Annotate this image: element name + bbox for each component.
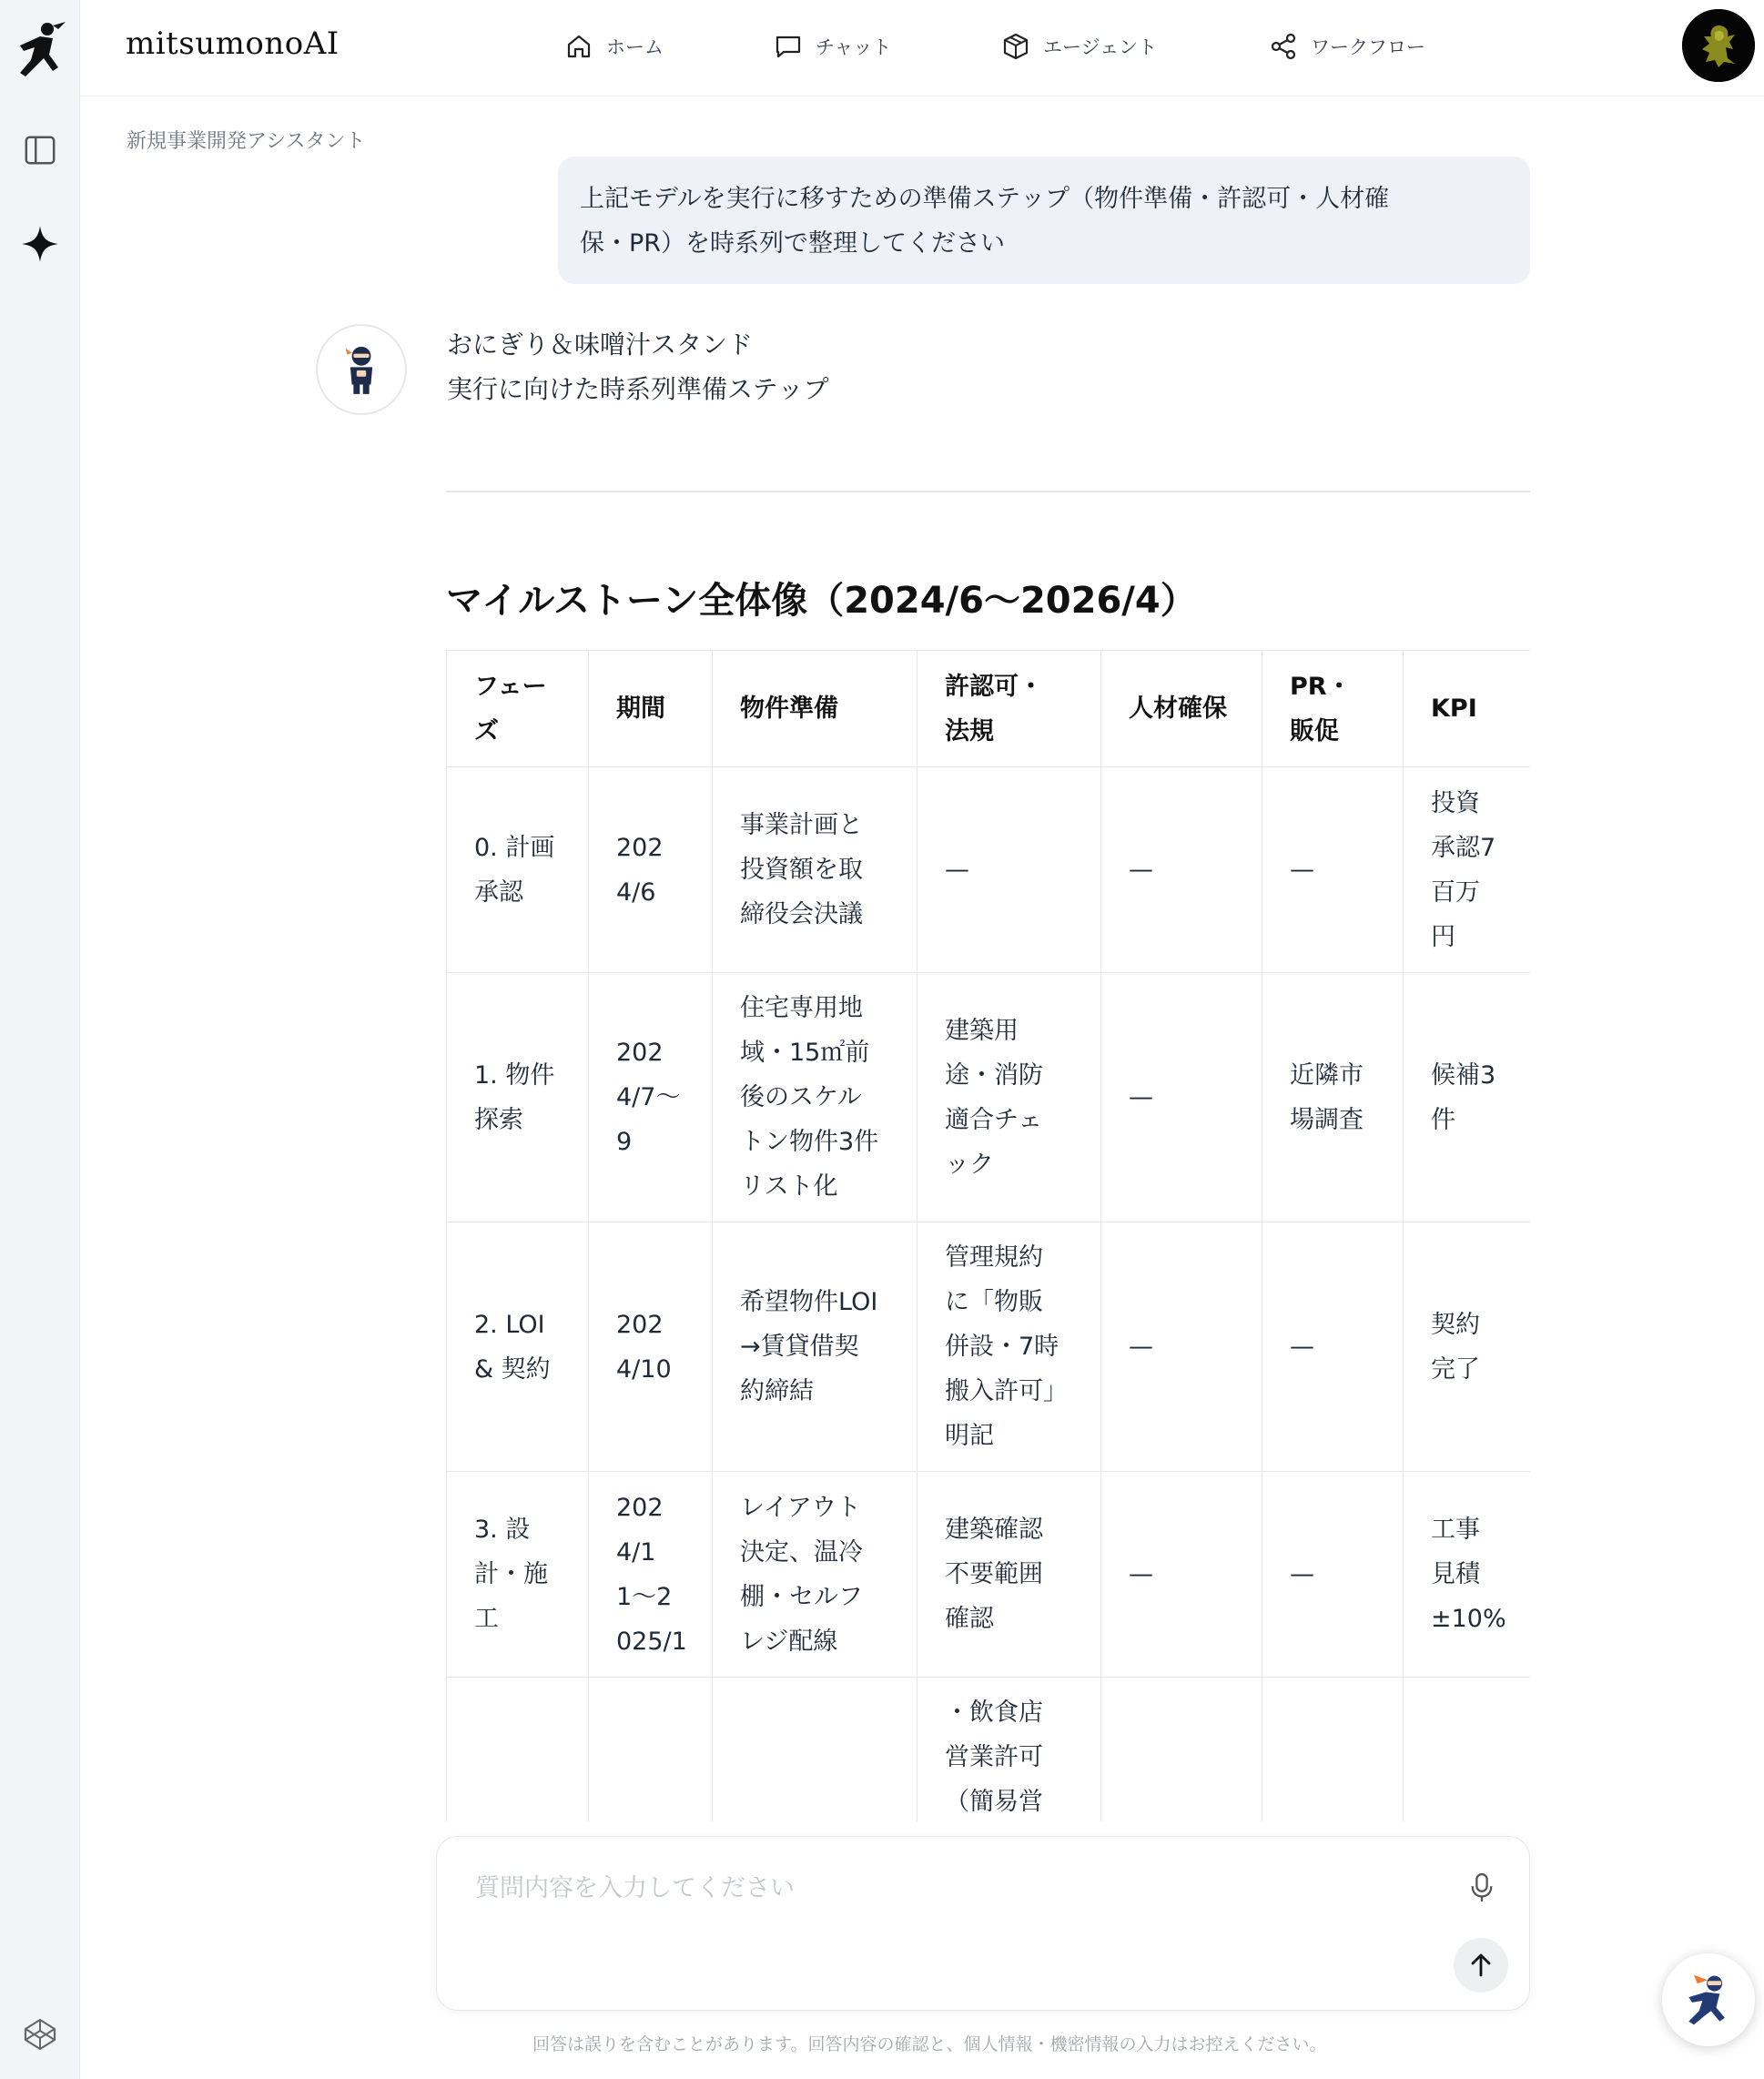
table-header-cell (713, 651, 917, 767)
table-cell (917, 1222, 1101, 1472)
breadcrumb: 新規事業開発アシスタント (127, 130, 366, 153)
table-cell-line: 025/1 (616, 1627, 687, 1656)
table-header-row (447, 651, 1531, 767)
table-cell (1404, 973, 1531, 1222)
table-header-line: ズ (474, 716, 499, 745)
table-cell-line: レイアウト (740, 1493, 861, 1522)
table-cell (1262, 973, 1404, 1222)
table-cell-line: — (1290, 856, 1314, 884)
table-cell-line: に「物販 (945, 1288, 1043, 1316)
table-header-cell (1101, 651, 1262, 767)
table-cell (1262, 1678, 1404, 1822)
brand-name[interactable]: mitsumonoAI (126, 25, 340, 62)
table-header-line: 販促 (1290, 716, 1339, 745)
table-cell (1404, 1472, 1531, 1678)
table-cell (1101, 1222, 1262, 1472)
ninja-runner-logo-icon[interactable] (13, 20, 67, 84)
table-cell-line: 事業計画と (740, 811, 863, 839)
table-cell-line: 建築用 (945, 1016, 1019, 1045)
table-cell (713, 1222, 917, 1472)
table-cell (1404, 1678, 1531, 1822)
arrow-up-icon (1466, 1951, 1495, 1980)
table-cell-line: 202 (616, 1493, 664, 1522)
sidebar-toggle-button[interactable] (17, 127, 63, 173)
table-cell-line: — (1290, 1560, 1314, 1588)
table-cell (917, 1472, 1101, 1678)
table-cell-line: 計・施 (474, 1560, 548, 1588)
table-cell (713, 1678, 917, 1822)
table-cell (713, 767, 917, 973)
table-cell (917, 767, 1101, 973)
table-cell (1101, 973, 1262, 1222)
table-cell-line: トン物件3件 (740, 1128, 879, 1156)
nav-chat-label: チャット (816, 36, 892, 58)
milestone-table (446, 650, 1530, 1821)
nav-agent[interactable] (1001, 27, 1157, 66)
user-message-line: 上記モデルを実行に移すための準備ステップ（物件準備・許認可・人材確 (580, 185, 1390, 213)
table-header-line: PR・ (1290, 672, 1352, 701)
table-cell (447, 1472, 589, 1678)
table-cell-line: & 契約 (474, 1354, 551, 1384)
nav-home-label: ホーム (606, 36, 664, 58)
user-message-line: 保・PR）を時系列で整理してください (580, 229, 1006, 258)
divider (446, 491, 1530, 492)
table-cell-line: 管理規約 (945, 1243, 1043, 1272)
table-cell (713, 1472, 917, 1678)
question-input[interactable] (475, 1868, 1385, 1908)
table-header-cell (1262, 651, 1404, 767)
table-cell-line: 202 (616, 833, 664, 862)
table-cell (447, 973, 589, 1222)
assistant-intro (447, 322, 828, 411)
sparkle-icon (20, 224, 60, 264)
table-header-cell (917, 651, 1101, 767)
table-cell (1101, 1678, 1262, 1822)
table-header-line: 物件準備 (740, 695, 838, 723)
table-cell-line: 場調査 (1290, 1105, 1364, 1134)
table-header-line: 期間 (616, 695, 665, 723)
table-cell-line: 候補3 (1431, 1060, 1496, 1090)
table-cell-line: 搬入許可」 (945, 1377, 1068, 1405)
table-cell (1262, 1472, 1404, 1678)
table-row (447, 1678, 1531, 1822)
package-icon (1001, 32, 1030, 61)
table-row (447, 973, 1531, 1222)
ninja-runner-icon (1678, 1970, 1739, 2030)
table-cell-line: 工事 (1431, 1516, 1480, 1544)
table-cell-line: 締役会決議 (740, 900, 863, 928)
table-cell-line: — (1290, 1333, 1314, 1361)
table-cell-line: 202 (616, 1039, 664, 1067)
microphone-button[interactable] (1462, 1866, 1502, 1910)
table-cell (1262, 767, 1404, 973)
table-cell-line: 202 (616, 1310, 664, 1339)
table-cell-line: 1. 物件 (474, 1060, 555, 1090)
table-cell-line: 建築確認 (945, 1516, 1043, 1544)
table-cell-line: ック (945, 1150, 994, 1179)
table-cell-line: （簡易営 (945, 1788, 1043, 1816)
table-cell-line: — (1129, 1333, 1153, 1361)
table-cell (1101, 1472, 1262, 1678)
table-cell-line: 投資額を取 (740, 856, 863, 884)
disclaimer-text: 回答は誤りを含むことがあります。回答内容の確認と、個人情報・機密情報の入力はお控えください。 (532, 2034, 1327, 2054)
table-cell-line: — (1129, 1560, 1153, 1588)
nav-workflow[interactable] (1269, 27, 1425, 66)
table-cell-line: レジ配線 (740, 1627, 838, 1656)
ninja-icon (338, 341, 385, 398)
table-header-line: フェー (474, 672, 547, 701)
table-header-line: KPI (1431, 695, 1477, 723)
table-header-line: 許認可・ (945, 672, 1043, 701)
table-cell-line: — (1129, 856, 1153, 884)
table-cell-line: リスト化 (740, 1172, 838, 1201)
nav-workflow-label: ワークフロー (1311, 36, 1425, 58)
table-cell-line: 3. 設 (474, 1516, 531, 1544)
table-cell-line: →賃貸借契 (740, 1333, 859, 1361)
assistant-avatar (316, 324, 407, 415)
table-cell-line: 途・消防 (945, 1060, 1043, 1090)
table-cell-line: 約締結 (740, 1377, 814, 1405)
table-cell-line: 承認 (474, 877, 523, 907)
table-cell-line: 4/10 (616, 1354, 672, 1384)
floating-assistant-button[interactable] (1662, 1953, 1755, 2046)
chat-bubble-icon (774, 32, 803, 61)
send-button[interactable] (1454, 1938, 1508, 1993)
table-cell (589, 767, 713, 973)
table-header-cell (447, 651, 589, 767)
table-cell (589, 973, 713, 1222)
assistant-intro-line: 実行に向けた時系列準備ステップ (447, 374, 829, 404)
table-cell-line: 4/1 (616, 1537, 656, 1567)
table-cell (1404, 767, 1531, 973)
table-cell-line: 4/7〜 (616, 1083, 681, 1111)
table-cell (589, 1678, 713, 1822)
milestone-table-container[interactable] (446, 650, 1530, 1821)
table-cell-line: 決定、温冷 (740, 1537, 863, 1567)
table-cell-line: 0. 計画 (474, 833, 555, 862)
table-cell (1404, 1222, 1531, 1472)
assistant-intro-line: おにぎり＆味噌汁スタンド (447, 330, 754, 360)
table-cell-line: — (945, 856, 969, 884)
table-header-cell (1404, 651, 1531, 767)
table-cell (713, 973, 917, 1222)
table-cell (447, 767, 589, 973)
table-cell-line: ・飲食店 (945, 1699, 1043, 1727)
table-cell (917, 973, 1101, 1222)
table-cell (1262, 1222, 1404, 1472)
nav-home[interactable] (564, 27, 664, 66)
table-cell-line: 近隣市 (1290, 1060, 1364, 1090)
table-cell (447, 1678, 589, 1822)
home-icon (564, 32, 593, 61)
table-cell-line: 営業許可 (945, 1743, 1043, 1771)
left-rail (0, 0, 80, 2079)
table-cell-line: 明記 (945, 1422, 994, 1450)
table-cell (447, 1222, 589, 1472)
new-assistant-button[interactable] (17, 221, 63, 267)
table-cell-line: 不要範囲 (945, 1560, 1043, 1588)
table-cell (1101, 767, 1262, 973)
table-row (447, 1222, 1531, 1472)
cube-icon (22, 2016, 58, 2053)
table-cell-line: 完了 (1431, 1354, 1480, 1384)
table-cell-line: 2. LOI (474, 1310, 545, 1339)
table-cell-line: 探索 (474, 1105, 523, 1134)
table-cell (589, 1222, 713, 1472)
table-cell-line: 4/6 (616, 877, 656, 907)
user-message-bubble (558, 157, 1530, 284)
table-cell-line: 9 (616, 1128, 633, 1156)
user-avatar-icon (1682, 9, 1755, 82)
microphone-icon (1468, 1871, 1495, 1904)
table-cell-line: 見積 (1431, 1560, 1480, 1588)
table-cell-line: 住宅専用地 (740, 994, 863, 1022)
user-avatar[interactable] (1682, 9, 1755, 82)
table-row (447, 1472, 1531, 1678)
table-cell-line: 確認 (945, 1605, 994, 1633)
table-cell (589, 1472, 713, 1678)
table-cell-line: 域・15㎡前 (740, 1039, 870, 1067)
table-header-line: 法規 (945, 716, 994, 745)
table-cell-line: 百万 (1431, 877, 1480, 907)
nav-agent-label: エージェント (1043, 36, 1158, 58)
table-cell-line: 適合チェ (945, 1105, 1043, 1134)
table-cell-line: — (1129, 1083, 1153, 1111)
chat-composer (436, 1836, 1530, 2011)
table-cell-line: ±10% (1431, 1605, 1506, 1633)
table-cell-line: 希望物件LOI (740, 1288, 878, 1316)
share-nodes-icon (1269, 32, 1298, 61)
table-cell-line: 工 (474, 1605, 499, 1633)
codepen-button[interactable] (17, 2012, 63, 2057)
table-header-cell (589, 651, 713, 767)
table-row (447, 767, 1531, 973)
top-header (80, 0, 1764, 96)
table-header-line: 人材確保 (1129, 695, 1227, 723)
table-cell-line: 併設・7時 (945, 1333, 1059, 1361)
table-cell-line: 棚・セルフ (740, 1582, 863, 1611)
nav-chat[interactable] (774, 27, 891, 66)
table-cell-line: 後のスケル (740, 1083, 862, 1111)
table-cell-line: 承認7 (1431, 833, 1496, 862)
table-cell (917, 1678, 1101, 1822)
table-cell-line: 件 (1431, 1105, 1455, 1134)
table-cell-line: 投資 (1431, 788, 1480, 817)
table-cell-line: 円 (1431, 922, 1455, 951)
table-cell-line: 契約 (1431, 1310, 1480, 1339)
table-cell-line: 1〜2 (616, 1582, 673, 1611)
sidebar-toggle-icon (23, 133, 57, 167)
section-heading: マイルストーン全体像（2024/6〜2026/4） (446, 580, 1197, 622)
